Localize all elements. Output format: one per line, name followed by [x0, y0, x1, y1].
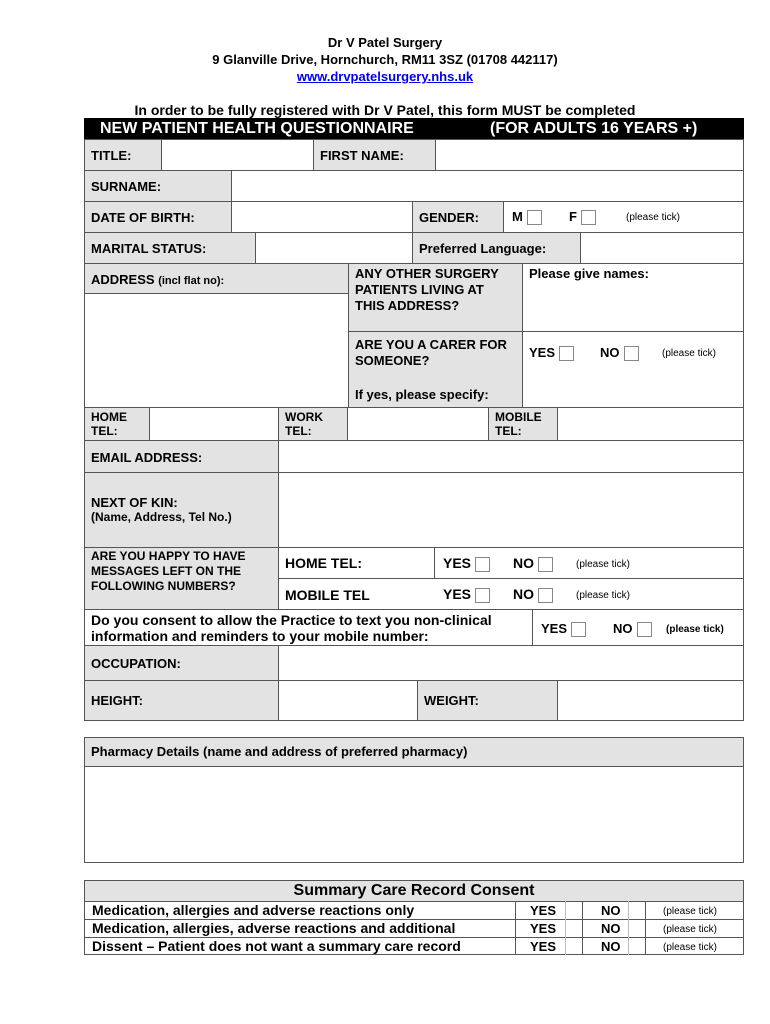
pharmacy-label: Pharmacy Details (name and address of preferred pharmacy) [84, 737, 744, 767]
msg-mobile-yes-checkbox[interactable] [475, 588, 490, 603]
language-field[interactable] [580, 232, 744, 264]
msg-mobile-no [513, 587, 553, 603]
gender-label: GENDER: [412, 201, 504, 233]
title-label: TITLE: [84, 139, 162, 171]
scr-row-1-no-checkbox[interactable] [628, 901, 645, 919]
carer-specify: If yes, please specify: [355, 387, 489, 402]
surname-field[interactable] [231, 170, 744, 202]
msg-home-yes-checkbox[interactable] [475, 557, 490, 572]
scr-row-3-yes: YES [530, 939, 557, 954]
scr-title: Summary Care Record Consent [84, 880, 744, 902]
carer-please-tick: (please tick) [662, 348, 716, 359]
address-label-text: ADDRESS [91, 272, 155, 287]
first-name-label: FIRST NAME: [313, 139, 436, 171]
weight-field[interactable] [557, 680, 744, 721]
scr-col-line-2 [582, 901, 583, 955]
email-field[interactable] [278, 440, 744, 473]
address-field[interactable] [84, 293, 349, 408]
carer-no [600, 345, 639, 361]
gender-f [569, 209, 596, 225]
consent-no-label: NO [613, 621, 633, 636]
carer-options [522, 331, 744, 408]
website-link[interactable] [0, 69, 770, 84]
text-consent-options [532, 609, 744, 646]
email-label: EMAIL ADDRESS: [84, 440, 279, 473]
height-label: HEIGHT: [84, 680, 279, 721]
next-of-kin-label [84, 472, 279, 548]
carer-label [348, 331, 523, 408]
scr-row-2-yes-checkbox[interactable] [565, 919, 582, 937]
messages-label: ARE YOU HAPPY TO HAVE MESSAGES LEFT ON THE FOLLOWING NUMBERS? [84, 547, 279, 610]
msg-home-no-label: NO [513, 555, 534, 571]
address-note: (incl flat no): [158, 275, 225, 287]
marital-label: MARITAL STATUS: [84, 232, 256, 264]
scr-row-1-please-tick: (please tick) [663, 906, 717, 917]
home-tel-field[interactable] [149, 407, 279, 441]
scr-col-line-3 [645, 901, 646, 955]
gender-m-label: M [512, 209, 523, 224]
scr-row-2-no: NO [601, 921, 621, 936]
scr-row-3-no-checkbox[interactable] [628, 937, 645, 955]
mobile-tel-label: MOBILE TEL: [488, 407, 558, 441]
carer-yes-checkbox[interactable] [559, 346, 574, 361]
next-of-kin-field[interactable] [278, 472, 744, 548]
next-of-kin-note: (Name, Address, Tel No.) [91, 510, 232, 524]
msg-home-no-checkbox[interactable] [538, 557, 553, 572]
gender-please-tick: (please tick) [626, 212, 680, 223]
consent-no [613, 621, 652, 637]
work-tel-label: WORK TEL: [278, 407, 348, 441]
pharmacy-field[interactable] [84, 766, 744, 863]
scr-row-2-please-tick: (please tick) [663, 924, 717, 935]
gender-f-label: F [569, 209, 577, 224]
dob-field[interactable] [231, 201, 413, 233]
language-label: Preferred Language: [412, 232, 581, 264]
carer-question: ARE YOU A CARER FOR SOMEONE? [355, 337, 507, 368]
occupation-label: OCCUPATION: [84, 645, 279, 681]
scr-row-2-text: Medication, allergies, adverse reactions and additional [92, 920, 456, 936]
address-label [84, 263, 349, 294]
msg-home-row [278, 547, 744, 579]
msg-mobile-please-tick: (please tick) [576, 590, 630, 601]
title-field[interactable] [161, 139, 314, 171]
instruction-text: In order to be fully registered with Dr V Patel, this form MUST be completed [134, 102, 636, 118]
consent-no-checkbox[interactable] [637, 622, 652, 637]
work-tel-field[interactable] [347, 407, 489, 441]
give-names-label: Please give names: [529, 266, 649, 281]
text-consent-question: Do you consent to allow the Practice to text you non-clinical information and reminders to your mobile number: [84, 609, 533, 646]
scr-row-3-no: NO [601, 939, 621, 954]
scr-row-1-text: Medication, allergies and adverse reactions only [92, 902, 415, 918]
scr-row-1-no: NO [601, 903, 621, 918]
scr-row-3-text: Dissent – Patient does not want a summary care record [92, 938, 461, 954]
website-link-text[interactable]: www.drvpatelsurgery.nhs.uk [296, 69, 474, 84]
msg-mobile-row [278, 578, 744, 610]
scr-row-3-yes-checkbox[interactable] [565, 937, 582, 955]
other-patients-names[interactable] [522, 263, 744, 332]
msg-mobile-label: MOBILE TEL [285, 587, 370, 603]
msg-home-label: HOME TEL: [285, 555, 362, 571]
gender-f-checkbox[interactable] [581, 210, 596, 225]
occupation-field[interactable] [278, 645, 744, 681]
msg-home-please-tick: (please tick) [576, 559, 630, 570]
height-field[interactable] [278, 680, 418, 721]
carer-no-label: NO [600, 345, 620, 360]
carer-no-checkbox[interactable] [624, 346, 639, 361]
marital-field[interactable] [255, 232, 413, 264]
next-of-kin-title: NEXT OF KIN: [91, 495, 178, 510]
scr-row-1-yes: YES [530, 903, 557, 918]
surname-label: SURNAME: [84, 170, 232, 202]
carer-yes-label: YES [529, 345, 556, 360]
home-tel-label: HOME TEL: [84, 407, 150, 441]
other-patients-label: ANY OTHER SURGERY PATIENTS LIVING AT THIS ADDRESS? [348, 263, 523, 332]
consent-yes [541, 621, 586, 637]
scr-row-1-yes-checkbox[interactable] [565, 901, 582, 919]
gender-m [512, 209, 542, 225]
consent-yes-label: YES [541, 621, 568, 636]
msg-mobile-no-label: NO [513, 586, 534, 602]
msg-mobile-yes [443, 587, 490, 603]
msg-home-yes-label: YES [443, 555, 472, 571]
consent-yes-checkbox[interactable] [571, 622, 586, 637]
surgery-name: Dr V Patel Surgery [327, 35, 443, 50]
gender-m-checkbox[interactable] [527, 210, 542, 225]
surgery-address: 9 Glanville Drive, Hornchurch, RM11 3SZ (01708 442117) [212, 52, 558, 67]
weight-label: WEIGHT: [417, 680, 558, 721]
banner-title: NEW PATIENT HEALTH QUESTIONNAIRE [100, 120, 414, 137]
scr-row-2-yes: YES [530, 921, 557, 936]
carer-yes [529, 345, 574, 361]
gender-options [503, 201, 744, 233]
banner-subtitle: (FOR ADULTS 16 YEARS +) [490, 120, 698, 137]
scr-row-3-please-tick: (please tick) [663, 942, 717, 953]
msg-home-no [513, 556, 553, 572]
msg-home-yes [443, 556, 490, 572]
scr-col-line-1 [515, 901, 516, 955]
mobile-tel-field[interactable] [557, 407, 744, 441]
first-name-field[interactable] [435, 139, 744, 171]
consent-please-tick: (please tick) [666, 624, 724, 635]
msg-mobile-no-checkbox[interactable] [538, 588, 553, 603]
form-banner [84, 118, 744, 139]
scr-row-2-no-checkbox[interactable] [628, 919, 645, 937]
dob-label: DATE OF BIRTH: [84, 201, 232, 233]
msg-mobile-yes-label: YES [443, 586, 472, 602]
